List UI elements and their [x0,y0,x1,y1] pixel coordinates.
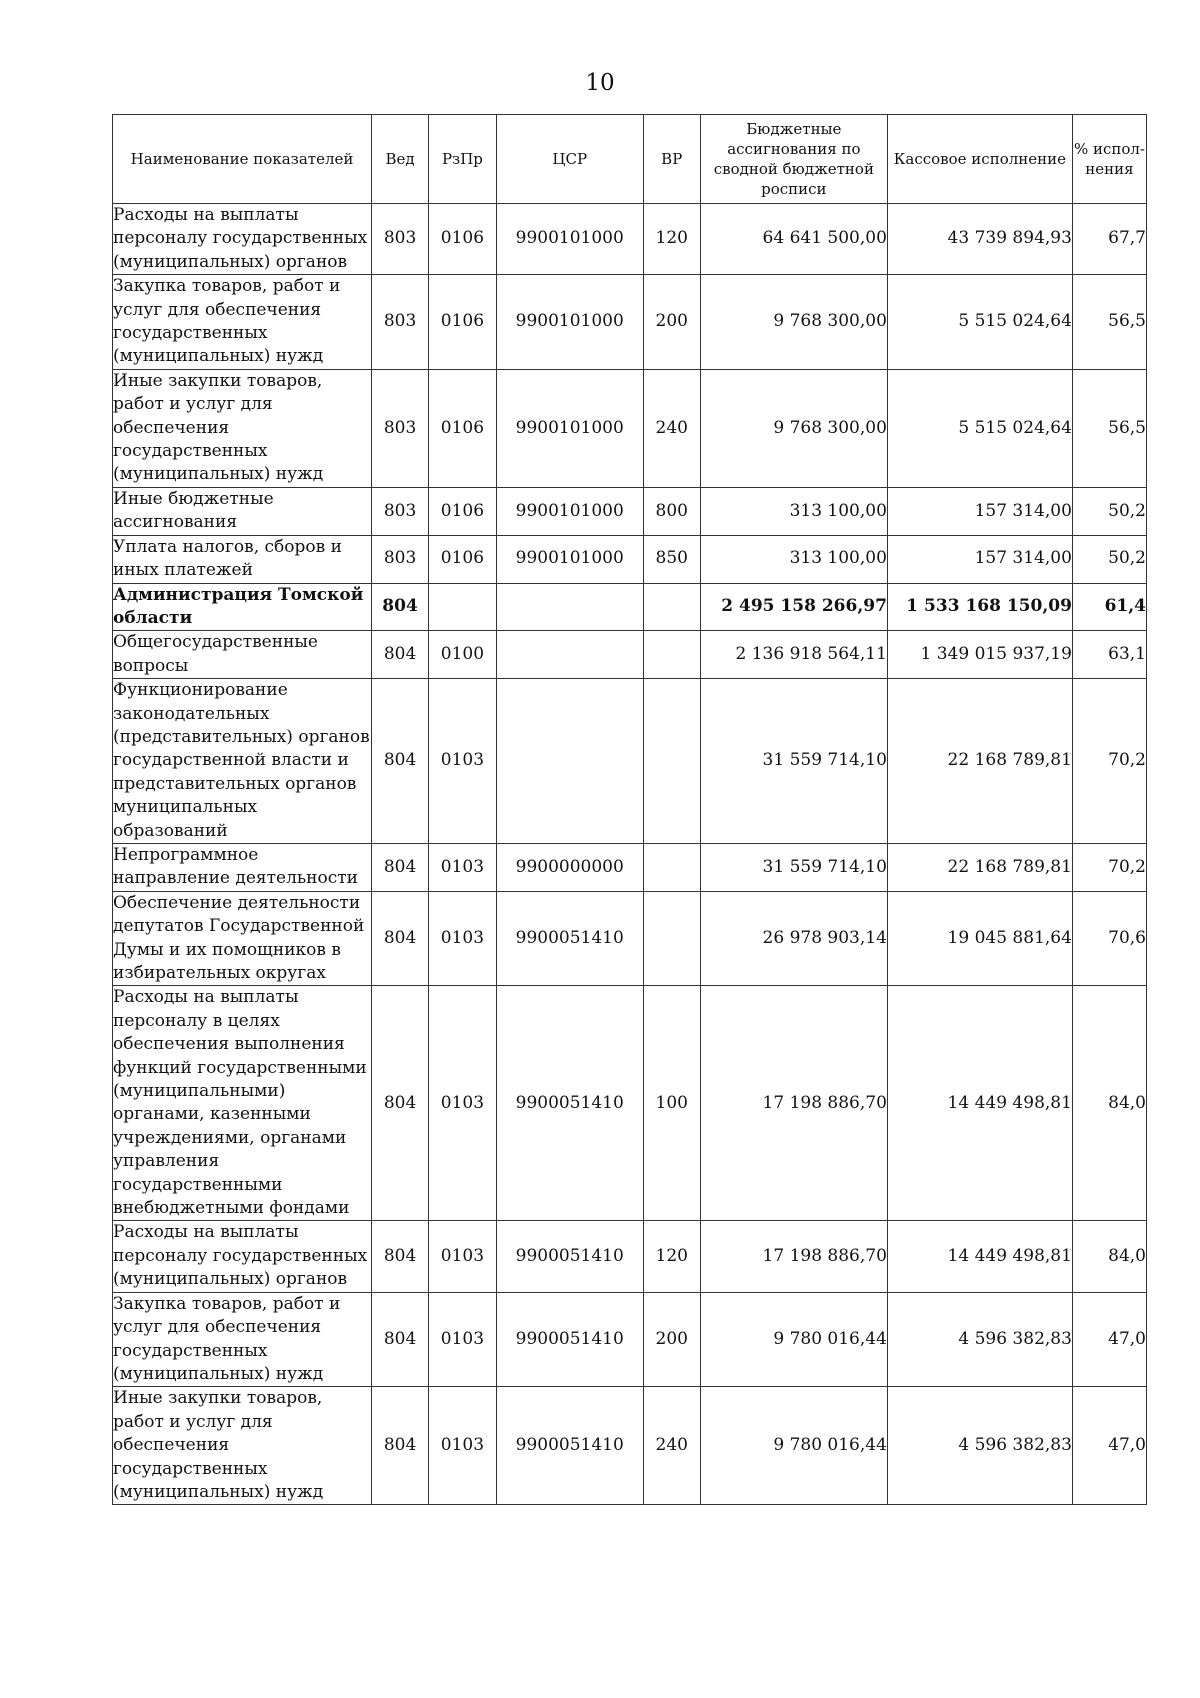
cash-execution-cell: 5 515 024,64 [887,369,1072,487]
csr-cell: 9900101000 [496,275,643,370]
assignment-cell: 2 495 158 266,97 [700,583,887,631]
csr-cell: 9900101000 [496,535,643,583]
ved-cell: 804 [372,1292,429,1387]
table-row [113,275,1147,370]
name-cell: Закупка товаров, работ и услуг для обеспечения государственных (муниципальных) нужд [113,275,372,370]
csr-cell: 9900101000 [496,487,643,535]
percent-cell: 47,0 [1072,1292,1146,1387]
vr-cell: 200 [643,1292,700,1387]
name-cell: Расходы на выплаты персоналу в целях обеспечения выполнения функций государственными (муниципальными) органами, казенными учреждениями, органами управления государственными внебюджетными фондами [113,986,372,1221]
name-cell: Уплата налогов, сборов и иных платежей [113,535,372,583]
budget-table [112,114,1147,1505]
cash-execution-cell: 157 314,00 [887,535,1072,583]
table-row [113,1221,1147,1292]
csr-cell: 9900101000 [496,369,643,487]
assignment-cell: 64 641 500,00 [700,204,887,275]
ved-cell: 803 [372,369,429,487]
csr-cell [496,583,643,631]
vr-cell [643,679,700,844]
name-cell: Администрация Томской области [113,583,372,631]
ved-cell: 804 [372,631,429,679]
rzpr-cell: 0103 [429,1221,497,1292]
assignment-cell: 9 768 300,00 [700,275,887,370]
ved-cell: 804 [372,679,429,844]
ved-cell: 804 [372,1387,429,1505]
cash-execution-cell: 4 596 382,83 [887,1387,1072,1505]
header-vr: ВР [643,115,700,204]
csr-cell: 9900051410 [496,891,643,986]
table-header-row [113,115,1147,204]
ved-cell: 803 [372,275,429,370]
name-cell: Расходы на выплаты персоналу государственных (муниципальных) органов [113,204,372,275]
ved-cell: 804 [372,1221,429,1292]
table-row [113,843,1147,891]
page-number: 10 [585,70,615,96]
header-cash-execution: Кассовое исполнение [887,115,1072,204]
percent-cell: 56,5 [1072,369,1146,487]
name-cell: Непрограммное направление деятельности [113,843,372,891]
cash-execution-cell: 14 449 498,81 [887,1221,1072,1292]
header-ved: Вед [372,115,429,204]
assignment-cell: 9 780 016,44 [700,1387,887,1505]
rzpr-cell: 0103 [429,679,497,844]
name-cell: Обеспечение деятельности депутатов Государственной Думы и их помощников в избирательных округах [113,891,372,986]
table-row [113,583,1147,631]
table-row [113,986,1147,1221]
table-row [113,679,1147,844]
rzpr-cell: 0106 [429,204,497,275]
csr-cell: 9900051410 [496,1221,643,1292]
table-row [113,1292,1147,1387]
assignment-cell: 2 136 918 564,11 [700,631,887,679]
cash-execution-cell: 1 349 015 937,19 [887,631,1072,679]
percent-cell: 47,0 [1072,1387,1146,1505]
assignment-cell: 26 978 903,14 [700,891,887,986]
table-row [113,369,1147,487]
percent-cell: 70,2 [1072,843,1146,891]
percent-cell: 56,5 [1072,275,1146,370]
rzpr-cell: 0103 [429,843,497,891]
cash-execution-cell: 1 533 168 150,09 [887,583,1072,631]
percent-cell: 70,2 [1072,679,1146,844]
percent-cell: 50,2 [1072,535,1146,583]
vr-cell: 120 [643,204,700,275]
vr-cell: 800 [643,487,700,535]
table-row [113,535,1147,583]
vr-cell: 200 [643,275,700,370]
name-cell: Иные бюджетные ассигнования [113,487,372,535]
cash-execution-cell: 5 515 024,64 [887,275,1072,370]
header-rzpr: РзПр [429,115,497,204]
vr-cell [643,843,700,891]
table-row [113,204,1147,275]
percent-cell: 84,0 [1072,1221,1146,1292]
percent-cell: 63,1 [1072,631,1146,679]
table-body [113,204,1147,1505]
ved-cell: 803 [372,204,429,275]
vr-cell: 240 [643,369,700,487]
csr-cell: 9900051410 [496,1387,643,1505]
assignment-cell: 9 780 016,44 [700,1292,887,1387]
csr-cell [496,679,643,844]
vr-cell: 120 [643,1221,700,1292]
rzpr-cell: 0100 [429,631,497,679]
ved-cell: 804 [372,843,429,891]
ved-cell: 803 [372,487,429,535]
rzpr-cell: 0103 [429,891,497,986]
assignment-cell: 31 559 714,10 [700,843,887,891]
name-cell: Иные закупки товаров, работ и услуг для обеспечения государственных (муниципальных) нужд [113,369,372,487]
table-row [113,487,1147,535]
assignment-cell: 313 100,00 [700,535,887,583]
ved-cell: 803 [372,535,429,583]
rzpr-cell: 0106 [429,369,497,487]
vr-cell: 100 [643,986,700,1221]
csr-cell: 9900000000 [496,843,643,891]
rzpr-cell [429,583,497,631]
rzpr-cell: 0103 [429,1292,497,1387]
vr-cell [643,583,700,631]
ved-cell: 804 [372,583,429,631]
cash-execution-cell: 4 596 382,83 [887,1292,1072,1387]
cash-execution-cell: 43 739 894,93 [887,204,1072,275]
csr-cell: 9900051410 [496,986,643,1221]
name-cell: Расходы на выплаты персоналу государственных (муниципальных) органов [113,1221,372,1292]
name-cell: Функционирование законодательных (представительных) органов государственной власти и представительных органов муниципальных образований [113,679,372,844]
assignment-cell: 313 100,00 [700,487,887,535]
vr-cell: 240 [643,1387,700,1505]
header-csr: ЦСР [496,115,643,204]
rzpr-cell: 0106 [429,535,497,583]
name-cell: Общегосударственные вопросы [113,631,372,679]
percent-cell: 67,7 [1072,204,1146,275]
table-row [113,631,1147,679]
vr-cell [643,891,700,986]
vr-cell: 850 [643,535,700,583]
csr-cell: 9900051410 [496,1292,643,1387]
table-row [113,1387,1147,1505]
percent-cell: 50,2 [1072,487,1146,535]
assignment-cell: 17 198 886,70 [700,1221,887,1292]
csr-cell: 9900101000 [496,204,643,275]
percent-cell: 61,4 [1072,583,1146,631]
cash-execution-cell: 157 314,00 [887,487,1072,535]
name-cell: Иные закупки товаров, работ и услуг для обеспечения государственных (муниципальных) нужд [113,1387,372,1505]
name-cell: Закупка товаров, работ и услуг для обеспечения государственных (муниципальных) нужд [113,1292,372,1387]
ved-cell: 804 [372,891,429,986]
table-row [113,891,1147,986]
rzpr-cell: 0106 [429,487,497,535]
assignment-cell: 31 559 714,10 [700,679,887,844]
assignment-cell: 9 768 300,00 [700,369,887,487]
header-name: Наименование показателей [113,115,372,204]
csr-cell [496,631,643,679]
rzpr-cell: 0103 [429,1387,497,1505]
vr-cell [643,631,700,679]
header-assignments: Бюджетные ассигнования по сводной бюджетной росписи [700,115,887,204]
ved-cell: 804 [372,986,429,1221]
cash-execution-cell: 22 168 789,81 [887,679,1072,844]
cash-execution-cell: 19 045 881,64 [887,891,1072,986]
percent-cell: 70,6 [1072,891,1146,986]
header-execution-percent: % испол-нения [1072,115,1146,204]
rzpr-cell: 0103 [429,986,497,1221]
cash-execution-cell: 22 168 789,81 [887,843,1072,891]
percent-cell: 84,0 [1072,986,1146,1221]
assignment-cell: 17 198 886,70 [700,986,887,1221]
cash-execution-cell: 14 449 498,81 [887,986,1072,1221]
rzpr-cell: 0106 [429,275,497,370]
